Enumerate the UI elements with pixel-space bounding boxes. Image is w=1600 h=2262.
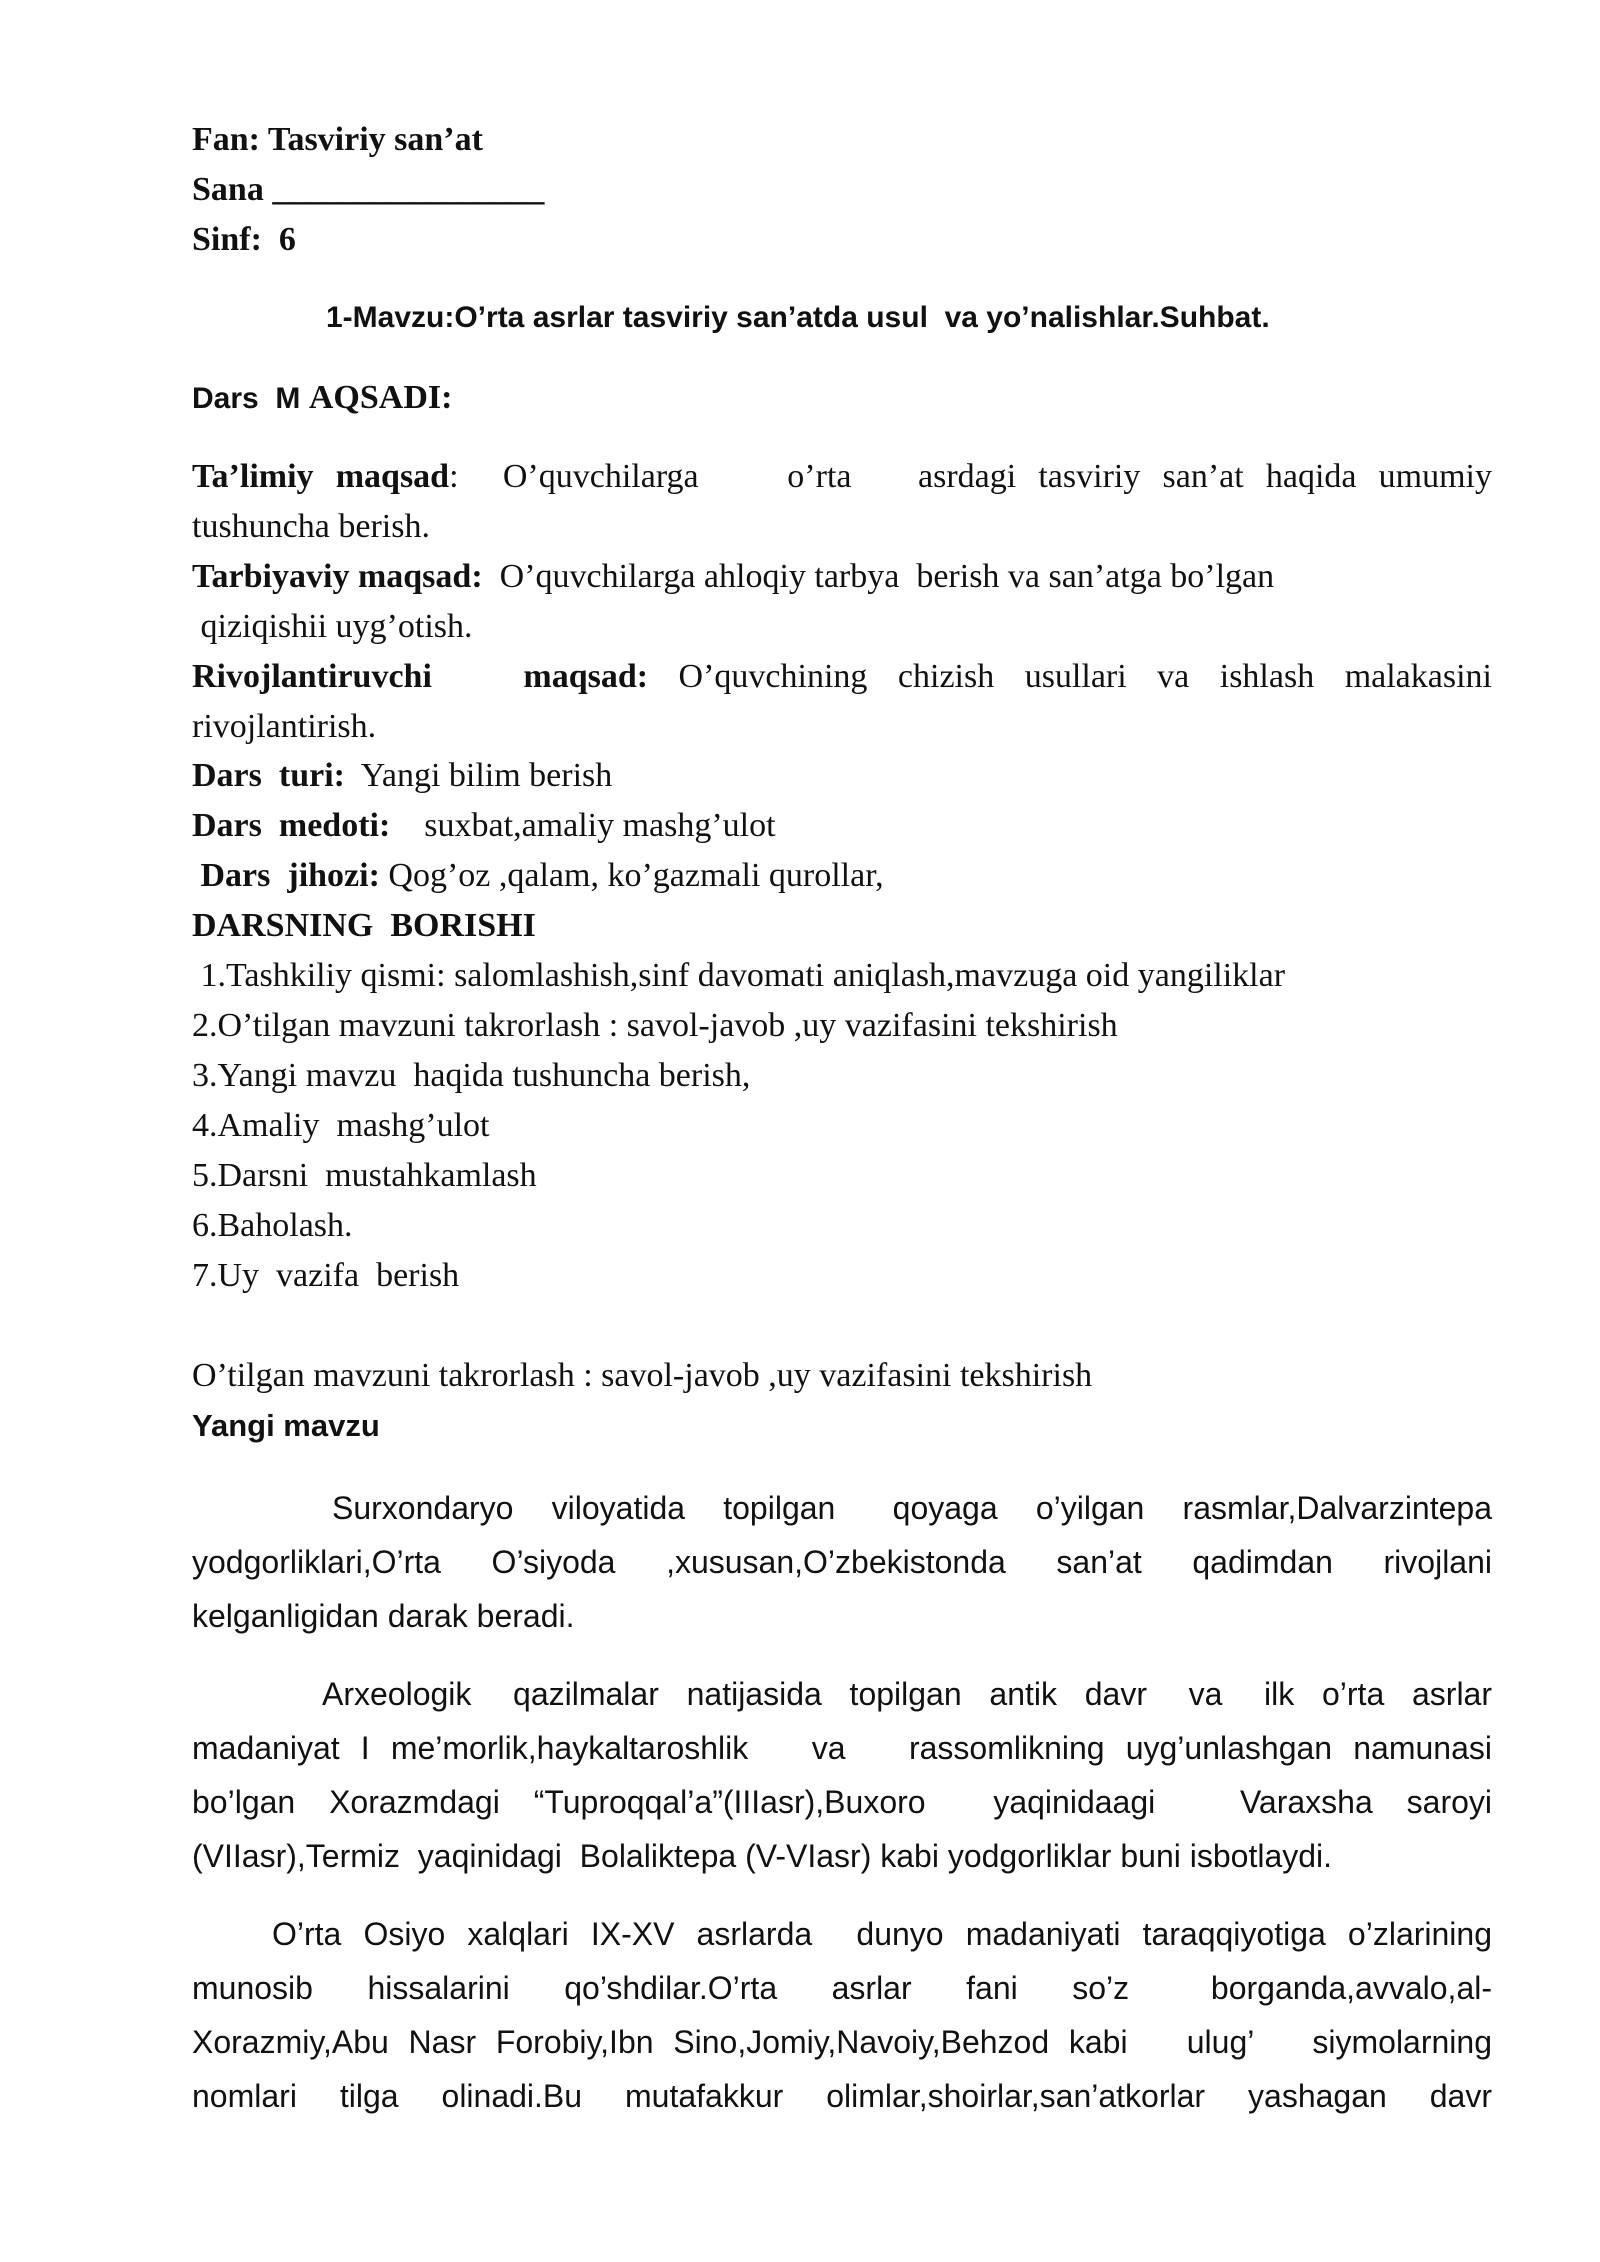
paragraph-3-line: munosib hissalarini qo’shdilar.O’rta asrlar fani so’z borganda,avvalo,al- bbox=[192, 1970, 1492, 2006]
developmental-goal-line1 bbox=[192, 652, 1492, 702]
lesson-step: 7.Uy vazifa berish bbox=[192, 1257, 460, 1294]
lesson-step: 4.Amaliy mashg’ulot bbox=[192, 1107, 490, 1144]
review-line: O’tilgan mavzuni takrorlash : savol-javob ,uy vazifasini tekshirish bbox=[192, 1357, 1093, 1394]
upbringing-goal-label: Tarbiyaviy maqsad: bbox=[192, 558, 483, 595]
topic-title: 1-Mavzu:O’rta asrlar tasviriy san’atda usul va yo’nalishlar.Suhbat. bbox=[326, 301, 1270, 334]
paragraph-3-line: nomlari tilga olinadi.Bu mutafakkur olimlar,shoirlar,san’atkorlar yashagan davr bbox=[192, 2078, 1492, 2114]
educational-goal-line1 bbox=[192, 452, 1492, 502]
lesson-equipment bbox=[192, 852, 884, 900]
paragraph-1-line: Surxondaryo viloyatida topilgan qoyaga o’yilgan rasmlar,Dalvarzintepa bbox=[332, 1490, 1492, 1526]
upbringing-goal-line2: qiziqishii uyg’otish. bbox=[192, 608, 473, 645]
new-topic-heading: Yangi mavzu bbox=[192, 1408, 380, 1443]
lesson-equipment-value: Qog’oz ,qalam, ko’gazmali qurollar, bbox=[379, 857, 884, 894]
paragraph-1-line: yodgorliklari,O’rta O’siyoda ,xususan,O’zbekistonda san’at qadimdan rivojlani bbox=[192, 1544, 1492, 1580]
paragraph-3-line: O’rta Osiyo xalqlari IX-XV asrlarda dunyo madaniyati taraqqiyotiga o’zlarining bbox=[272, 1916, 1492, 1952]
subject-line: Fan: Tasviriy san’at bbox=[192, 121, 483, 158]
developmental-goal-text: O’quvchining chizish usullari va ishlash malakasini bbox=[648, 658, 1492, 695]
lesson-step: 2.O’tilgan mavzuni takrorlash : savol-javob ,uy vazifasini tekshirish bbox=[192, 1007, 1118, 1044]
educational-goal-line2: tushuncha berish. bbox=[192, 508, 430, 545]
upbringing-goal-text: O’quvchilarga ahloqiy tarbya berish va san’atga bo’lgan bbox=[482, 558, 1275, 595]
lesson-method bbox=[192, 802, 776, 850]
lesson-type bbox=[192, 752, 612, 800]
lesson-equipment-label: Dars jihozi: bbox=[192, 857, 380, 894]
developmental-goal-label: Rivojlantiruvchi maqsad: bbox=[192, 658, 649, 695]
paragraph-2-line: madaniyat I me’morlik,haykaltaroshlik va rassomlikning uyg’unlashgan namunasi bbox=[192, 1730, 1492, 1766]
paragraph-2-line: bo’lgan Xorazmdagi “Tuproqqal’a”(IIIasr),Buxoro yaqinidaagi Varaxsha saroyi bbox=[192, 1784, 1492, 1820]
paragraph-1-line: kelganligidan darak beradi. bbox=[192, 1598, 575, 1634]
lesson-flow-heading: DARSNING BORISHI bbox=[192, 907, 536, 944]
lesson-method-label: Dars medoti: bbox=[192, 807, 391, 844]
educational-goal-label: Ta’limiy maqsad bbox=[192, 458, 450, 495]
paragraph-3-line: Xorazmiy,Abu Nasr Forobiy,Ibn Sino,Jomiy,Navoiy,Behzod kabi ulug’ siymolarning bbox=[192, 2024, 1492, 2060]
paragraph-2-line: (VIIasr),Termiz yaqinidagi Bolaliktepa (V-VIasr) kabi yodgorliklar buni isbotlaydi. bbox=[192, 1838, 1333, 1874]
upbringing-goal-line1 bbox=[192, 552, 1492, 602]
paragraph-2-line: Arxeologik qazilmalar natijasida topilgan antik davr va ilk o’rta asrlar bbox=[322, 1676, 1492, 1712]
lesson-type-label: Dars turi: bbox=[192, 757, 345, 794]
lesson-type-value: Yangi bilim berish bbox=[344, 757, 613, 794]
lesson-step: 3.Yangi mavzu haqida tushuncha berish, bbox=[192, 1057, 751, 1094]
educational-goal-text: : O’quvchilarga o’rta asrdagi tasviriy san’at haqida umumiy bbox=[449, 458, 1492, 495]
lesson-step: 5.Darsni mustahkamlash bbox=[192, 1157, 537, 1194]
lesson-step: 1.Tashkiliy qismi: salomlashish,sinf davomati aniqlash,mavzuga oid yangiliklar bbox=[192, 957, 1286, 994]
goals-heading-part1: Dars M bbox=[192, 382, 301, 415]
goals-heading-part2: AQSADI: bbox=[308, 379, 453, 416]
grade-line: Sinf: 6 bbox=[192, 221, 296, 258]
lesson-step: 6.Baholash. bbox=[192, 1207, 353, 1244]
developmental-goal-line2: rivojlantirish. bbox=[192, 708, 377, 745]
date-line: Sana ________________ bbox=[192, 171, 545, 208]
lesson-method-value: suxbat,amaliy mashg’ulot bbox=[390, 807, 776, 844]
goals-heading bbox=[192, 374, 452, 423]
